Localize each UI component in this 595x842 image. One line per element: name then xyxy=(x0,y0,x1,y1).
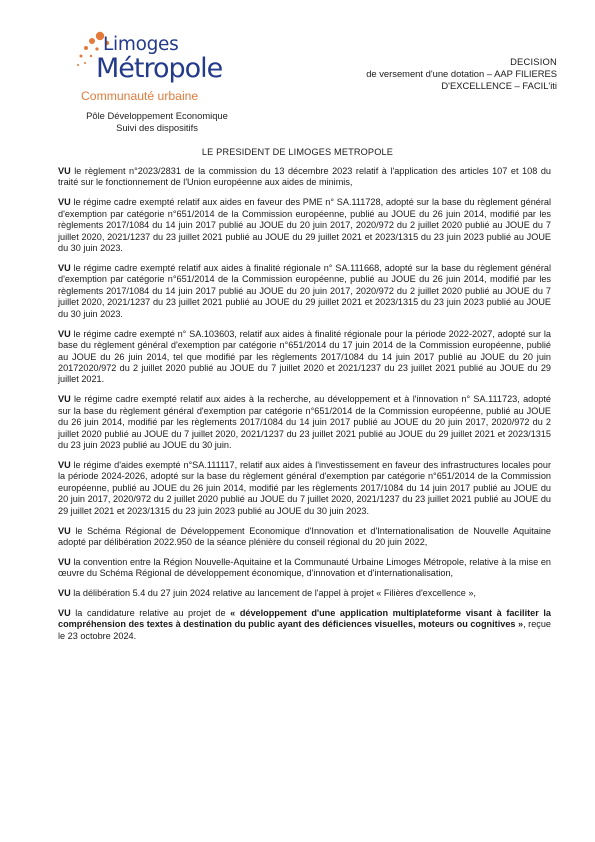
vu-label: VU xyxy=(58,166,71,176)
vu-text: le règlement n°2023/2831 de la commission du 13 décembre 2023 relatif à l'application des articles 107 et 108 du traité sur le fonctionnement de l'Union européenne aux aides de minimis, xyxy=(58,166,551,188)
vu-text-post: , reçue le 23 octobre 2024. xyxy=(58,619,551,641)
vu-text-pre: la candidature relative au projet de xyxy=(75,608,231,619)
department-line-2: Suivi des dispositifs xyxy=(116,122,198,133)
vu-paragraph xyxy=(58,263,551,320)
document-body xyxy=(58,166,551,651)
decision-block xyxy=(366,56,557,93)
vu-label: VU xyxy=(58,262,71,273)
vu-label: VU xyxy=(58,328,71,339)
vu-text: le régime cadre exempté n° SA.103603, relatif aux aides à finalité régionale pour la période 2022-2027, adopté sur la base du règlement général d'exemption par catégorie n°651/2014 du 17 juin 2014 de la Commission européenne, publié au JOUE du 26 juin 2014, tel que modifié par les règlements 2017/1084 du 14 juin 2017 publié au JOUE du 20 juin 20172020/972 du 2 juillet 2020 publié au JOUE du 7 juillet 2020 et 2021/1237 du 23 juillet 2021 publié au JOUE du 29 juillet 2021. xyxy=(58,328,551,385)
vu-paragraph xyxy=(58,460,551,517)
document-heading: LE PRESIDENT DE LIMOGES METROPOLE xyxy=(201,147,394,157)
vu-label: VU xyxy=(58,197,71,208)
logo-word-limoges: Limoges xyxy=(103,34,179,55)
vu-paragraph xyxy=(58,588,551,599)
vu-paragraph xyxy=(58,557,551,580)
vu-label: VU xyxy=(58,525,71,536)
vu-text: le régime cadre exempté relatif aux aides à la recherche, au développement et à l'innovation n° SA.111723, adopté sur la base du règlement général d'exemption par catégorie n°651/2014 de la Commission européenne, publié au JOUE du 26 juin 2014, modifié par les règlements 2017/1084 du 14 juin 2017 publié au JOUE du 20 juin 2017, 2020/972 du 2 juillet 2020 publié au JOUE du 7 juillet 2020, 2021/1237 du 23 juillet 2021 publié au JOUE du 29 juillet 2021 et 2023/1315 du 23 juin 2023 publié au JOUE du 30 juin. xyxy=(58,394,551,451)
vu-label: VU xyxy=(58,608,71,619)
vu-text: la délibération 5.4 du 27 juin 2024 relative au lancement de l'appel à projet « Filières d'excellence », xyxy=(73,588,476,599)
vu-label: VU xyxy=(58,588,71,599)
decision-title: DECISION xyxy=(510,56,557,67)
decision-line-2: D'EXCELLENCE – FACIL'iti xyxy=(441,80,557,92)
project-title: « développement d'une application multiplateforme visant à faciliter la compréhension des textes à destination du public ayant des déficiences visuelles, moteurs ou cognitives » xyxy=(58,608,551,630)
logo-word-metropole: Métropole xyxy=(96,53,223,84)
vu-text: la convention entre la Région Nouvelle-Aquitaine et la Communauté Urbaine Limoges Métropole, relative à la mise en œuvre du Schéma Régional de développement économique, d'innovation et d'internationalisation, xyxy=(58,556,551,579)
vu-paragraph xyxy=(58,166,551,189)
vu-label: VU xyxy=(58,459,71,470)
vu-paragraph xyxy=(58,197,551,254)
vu-paragraph xyxy=(58,394,551,451)
department-block xyxy=(52,110,262,134)
vu-label: VU xyxy=(58,394,71,405)
vu-label: VU xyxy=(58,556,71,567)
vu-paragraph xyxy=(58,526,551,549)
decision-line-1: de versement d'une dotation – AAP FILIERES xyxy=(366,68,557,80)
department-line-1: Pôle Développement Economique xyxy=(86,110,228,121)
logo-tagline: Communauté urbaine xyxy=(81,89,199,103)
vu-paragraph xyxy=(58,329,551,386)
vu-text: le régime d'aides exempté n°SA.111117, relatif aux aides à l'investissement en faveur des infrastructures locales pour la période 2024-2026, adopté sur la base du règlement général d'exemption par catégorie n°651/2014 de la Commission européenne, publié au JOUE du 26 juin 2014, modifié par les règlements 2017/1084 du 14 juin 2017 publié au JOUE du 20 juin 2017, 2020/972 du 2 juillet 2020 publié au JOUE du 7 juillet 2020, 2021/1237 du 23 juillet 2021 publié au JOUE du 29 juillet 2021 et 2023/1315 du 23 juin 2023 publié au JOUE du 30 juin 2023. xyxy=(58,459,551,516)
vu-text: le Schéma Régional de Développement Economique d'Innovation et d'Internationalisation de Nouvelle Aquitaine adopté par délibération 2022.950 de la séance plénière du conseil régional du 20 juin 2022, xyxy=(58,525,551,548)
vu-paragraph-candidature xyxy=(58,608,551,642)
vu-text: le régime cadre exempté relatif aux aides en faveur des PME n° SA.111728, adopté sur la base du règlement général d'exemption par catégorie n°651/2014 de la Commission européenne, publié au JOUE du 26 juin 2014, modifié par les règlements 2017/1084 du 14 juin 2017 publié au JOUE du 20 juin 2017, 2020/972 du 2 juillet 2020 publié au JOUE du 7 juillet 2020, 2021/1237 du 23 juillet 2021 publié au JOUE du 29 juillet 2021 et 2023/1315 du 23 juin 2023 publié au JOUE du 30 juin 2023. xyxy=(58,197,551,254)
vu-text: le régime cadre exempté relatif aux aides à finalité régionale n° SA.111668, adopté sur la base du règlement général d'exemption par catégorie n°651/2014 de la Commission européenne, publié au JOUE du 26 juin 2014, modifié par les règlements 2017/1084 du 14 juin 2017 publié au JOUE du 20 juin 2017, 2020/972 du 2 juillet 2020 publié au JOUE du 7 juillet 2020, 2021/1237 du 23 juillet 2021 publié au JOUE du 29 juillet 2021 et 2023/1315 du 23 juin 2023 publié au JOUE du 30 juin 2023. xyxy=(58,262,551,319)
